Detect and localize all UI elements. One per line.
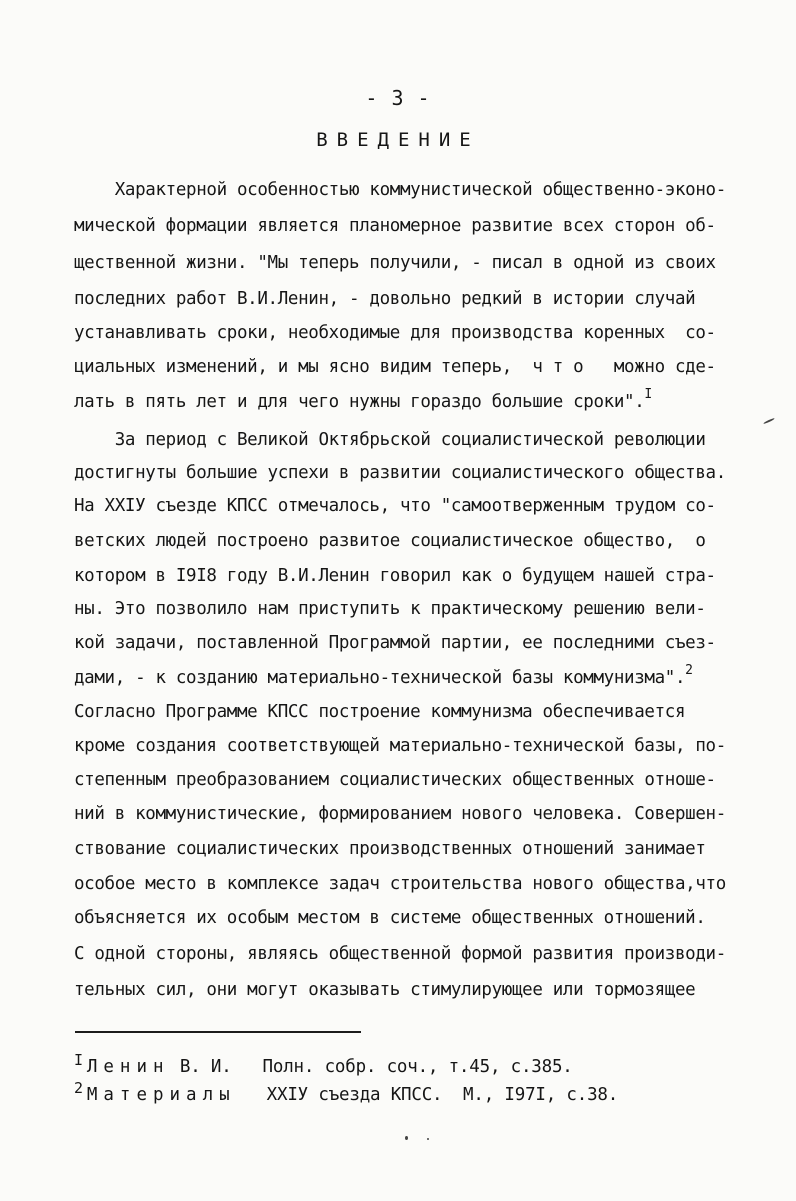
footnote-divider (75, 1031, 361, 1033)
footnote-mark: 2 (74, 1079, 83, 1097)
body-line: С одной стороны, являясь общественной формой развития производи- (74, 944, 726, 964)
body-line: На XXIУ съезде КПСС отмечалось, что "самоотверженным трудом со- (74, 496, 716, 516)
body-line: особое место в комплексе задач строительства нового общества,что (74, 874, 726, 894)
scan-speck (427, 1138, 429, 1140)
body-line (74, 387, 754, 413)
scan-speck (405, 1136, 408, 1140)
footnote-author: Ленин (86, 1057, 170, 1077)
body-line-text: лать в пять лет и для чего нужны гораздо большие сроки". (74, 392, 645, 412)
footnote (74, 1051, 573, 1078)
footnote-text: В. И. Полн. собр. соч., т.45, с.385. (169, 1057, 573, 1077)
body-line: объясняется их особым местом в системе общественных отношений. (74, 908, 706, 928)
body-line: кой задачи, поставленной Программой партии, ее последними съез- (74, 633, 716, 653)
body-line: циальных изменений, и мы ясно видим теперь, ч т о можно сде- (74, 357, 716, 377)
body-line: мической формации является планомерное развитие всех сторон об- (74, 216, 716, 236)
body-line: ствование социалистических производственных отношений занимает (74, 839, 706, 859)
body-line: последних работ В.И.Ленин, - довольно редкий в истории случай (74, 289, 696, 309)
body-line (74, 663, 754, 689)
body-line: щественной жизни. "Мы теперь получили, - писал в одной из своих (74, 253, 716, 273)
body-line: Согласно Программе КПСС построение коммунизма обеспечивается (74, 702, 686, 722)
footnote-text: XXIУ съезда КПСС. М., I97I, с.38. (235, 1085, 619, 1105)
body-line: ветских людей построено развитое социалистическое общество, о (74, 531, 706, 551)
page-number: - 3 - (365, 86, 431, 110)
body-line: устанавливать сроки, необходимые для производства коренных со- (74, 323, 716, 343)
body-line: ний в коммунистические, формированием нового человека. Совершен- (74, 804, 726, 824)
body-line-text: дами, - к созданию материально-технической базы коммунизма". (74, 668, 686, 688)
body-line: достигнуты большие успехи в развитии социалистического общества. (74, 463, 726, 483)
footnote-ref: 2 (685, 663, 693, 678)
body-line: тельных сил, они могут оказывать стимулирующее или тормозящее (74, 980, 696, 1000)
footnote-ref: I (644, 387, 652, 402)
body-line: степенным преобразованием социалистических общественных отноше- (74, 770, 716, 790)
footnote-mark: I (74, 1051, 83, 1069)
body-line: ны. Это позволило нам приступить к практическому решению вели- (74, 599, 706, 619)
body-line: Характерной особенностью коммунистической общественно-эконо- (74, 180, 726, 200)
footnote (74, 1079, 619, 1106)
body-line: котором в I9I8 году В.И.Ленин говорил как о будущем нашей стра- (74, 566, 716, 586)
footnote-author: Материалы (86, 1085, 236, 1105)
scan-speck (763, 418, 775, 425)
body-line: За период с Великой Октябрьской социалистической революции (74, 430, 706, 450)
body-line: кроме создания соответствующей материально-технической базы, по- (74, 736, 726, 756)
page-title: ВВЕДЕНИЕ (316, 129, 480, 151)
